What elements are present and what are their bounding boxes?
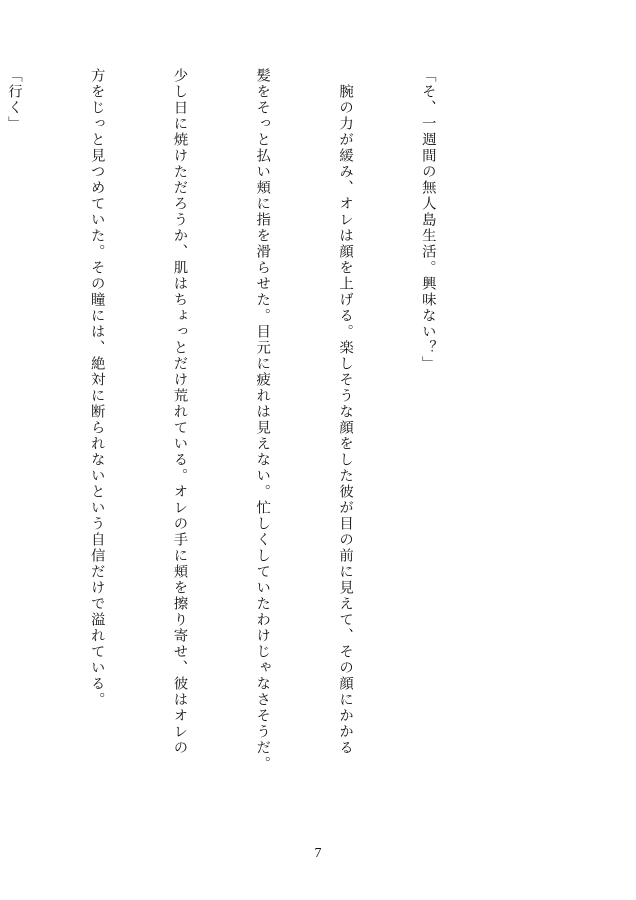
- text-line: 髪をそっと払い頬に指を滑らせた。目元に疲れは見えない。忙しくしていたわけじゃなさそうだ。: [254, 68, 271, 772]
- text-line: 方をじっと見つめていた。その瞳には、絶対に断られないという自信だけで溢れている。: [88, 68, 105, 708]
- text-line: 「そ、一週間の無人島生活。興味ない？」: [419, 68, 436, 372]
- text-line: 少し日に焼けただろうか、肌はちょっとだけ荒れている。オレの手に頬を擦り寄せ、彼はオレの: [171, 68, 188, 756]
- page-number: 7: [314, 846, 322, 861]
- text-line: 腕の力が緩み、オレは顔を上げる。楽しそうな顔をした彼が目の前に見えて、その顔にかかる: [337, 68, 354, 756]
- text-line: 「行く」: [5, 68, 22, 132]
- vertical-text-body: [0, 68, 496, 828]
